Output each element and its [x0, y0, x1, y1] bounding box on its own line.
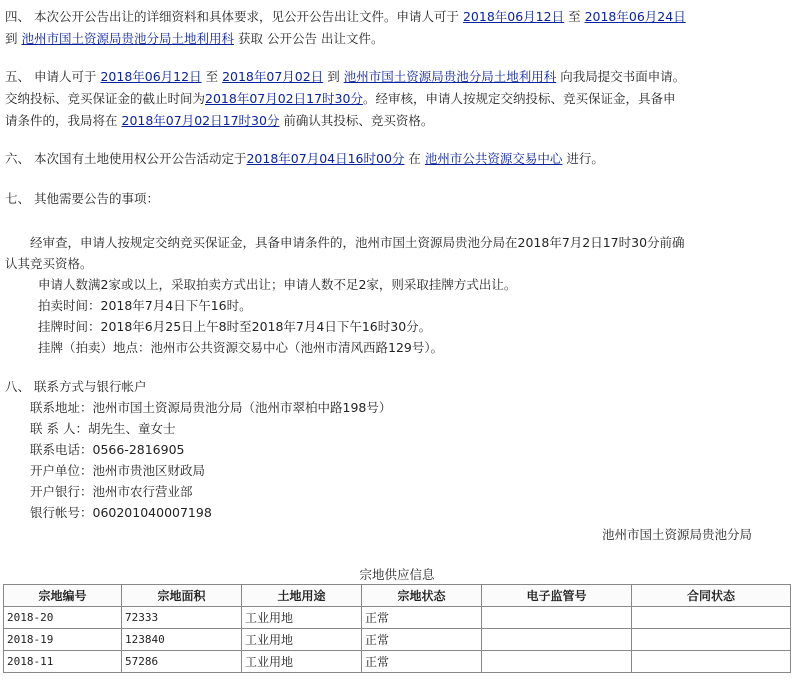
cell-land-use: 工业用地 — [242, 629, 362, 651]
cell-contract-status — [632, 607, 791, 629]
table-caption: 宗地供应信息 — [359, 567, 435, 582]
sec4-text: 四、 本次公开公告出让的详细资料和具体要求，见公开公告出让文件。申请人可于 — [5, 9, 459, 24]
table-header-row — [4, 585, 791, 607]
table-row — [4, 629, 791, 651]
cell-contract-status — [632, 629, 791, 651]
table-row — [4, 651, 791, 673]
contact-phone: 联系电话：0566-2816905 — [30, 442, 185, 457]
section-5-line-1 — [5, 68, 685, 86]
cell-parcel-no: 2018-11 — [4, 651, 122, 673]
sec7-listing-time: 挂牌时间：2018年6月25日上午8时至2018年7月4日下午16时30分。 — [38, 319, 432, 334]
cell-supervision-no — [482, 651, 632, 673]
sec6-text: 进行。 — [566, 151, 604, 166]
sec4-start-date: 2018年06月12日 — [462, 9, 565, 24]
section-4-line-2 — [5, 30, 383, 48]
sec5-text: 。经审核，申请人按规定交纳投标、竞买保证金，具备申 — [362, 91, 676, 106]
sec6-text: 六、 本次国有土地使用权公开公告活动定于 — [5, 151, 247, 166]
cell-contract-status — [632, 651, 791, 673]
cell-parcel-no: 2018-20 — [4, 607, 122, 629]
sec5-text: 五、 申请人可于 — [5, 69, 97, 84]
section-4-line-1 — [5, 8, 686, 26]
cell-status: 正常 — [362, 651, 482, 673]
cell-parcel-no: 2018-19 — [4, 629, 122, 651]
cell-land-use: 工业用地 — [242, 607, 362, 629]
table-row — [4, 607, 791, 629]
sec5-start-date: 2018年06月12日 — [100, 69, 202, 84]
sec5-text: 向我局提交书面申请。 — [560, 69, 686, 84]
section-5-line-3 — [5, 112, 433, 130]
sec7-location: 挂牌（拍卖）地点：池州市公共资源交易中心（池州市清风西路129号）。 — [38, 340, 444, 355]
sec6-place: 池州市公共资源交易中心 — [424, 151, 563, 166]
sec7-paragraph-1-line-2: 认其竞买资格。 — [5, 256, 93, 271]
contact-address: 联系地址：池州市国土资源局贵池分局（池州市翠柏中路198号） — [30, 400, 392, 415]
account-unit: 开户单位：池州市贵池区财政局 — [30, 463, 206, 478]
sec5-end-date: 2018年07月02日 — [222, 69, 324, 84]
header-area: 宗地面积 — [122, 585, 242, 607]
cell-land-use: 工业用地 — [242, 651, 362, 673]
sec4-text: 获取 公开公告 出让文件。 — [238, 31, 384, 46]
sec5-text: 到 — [327, 69, 340, 84]
land-supply-table — [3, 584, 791, 673]
section-6-line — [5, 150, 604, 168]
sec4-text: 到 — [5, 31, 18, 46]
contact-person: 联 系 人：胡先生、童女士 — [30, 421, 176, 436]
cell-area: 123840 — [122, 629, 242, 651]
account-bank: 开户银行：池州市农行营业部 — [30, 484, 193, 499]
account-number: 银行帐号：060201040007198 — [30, 505, 212, 520]
sec5-org: 池州市国土资源局贵池分局土地利用科 — [343, 69, 557, 84]
sec5-deadline: 2018年07月02日17时30分 — [205, 91, 363, 106]
sec6-text: 在 — [408, 151, 421, 166]
cell-status: 正常 — [362, 607, 482, 629]
cell-supervision-no — [482, 629, 632, 651]
sec4-text: 至 — [568, 9, 581, 24]
cell-area: 72333 — [122, 607, 242, 629]
sec5-confirm-time: 2018年07月02日17时30分 — [121, 113, 280, 128]
cell-area: 57286 — [122, 651, 242, 673]
sec6-time: 2018年07月04日16时00分 — [246, 151, 405, 166]
sec7-paragraph-1-line-1: 经审查，申请人按规定交纳竞买保证金，具备申请条件的，池州市国土资源局贵池分局在2018年7月2日17时30分前确 — [30, 235, 685, 250]
sec4-org: 池州市国土资源局贵池分局土地利用科 — [21, 31, 235, 46]
section-5-line-2 — [5, 90, 675, 108]
sec5-text: 至 — [205, 69, 219, 84]
cell-status: 正常 — [362, 629, 482, 651]
sec7-auction-time: 拍卖时间：2018年7月4日下午16时。 — [38, 298, 252, 313]
signature-org: 池州市国土资源局贵池分局 — [601, 527, 752, 542]
section-8-title: 八、 联系方式与银行帐户 — [5, 379, 147, 394]
cell-supervision-no — [482, 607, 632, 629]
header-land-use: 土地用途 — [242, 585, 362, 607]
header-contract-status: 合同状态 — [632, 585, 791, 607]
header-supervision-no: 电子监管号 — [482, 585, 632, 607]
sec7-method: 申请人数满2家或以上，采取拍卖方式出让；申请人数不足2家，则采取挂牌方式出让。 — [38, 277, 517, 292]
header-parcel-no: 宗地编号 — [4, 585, 122, 607]
section-7-title: 七、 其他需要公告的事项： — [5, 191, 159, 206]
sec5-text: 前确认其投标、竞买资格。 — [283, 113, 434, 128]
sec5-text: 交纳投标、竞买保证金的截止时间为 — [5, 91, 206, 106]
sec4-end-date: 2018年06月24日 — [584, 9, 686, 24]
header-status: 宗地状态 — [362, 585, 482, 607]
sec5-text: 请条件的，我局将在 — [5, 113, 118, 128]
